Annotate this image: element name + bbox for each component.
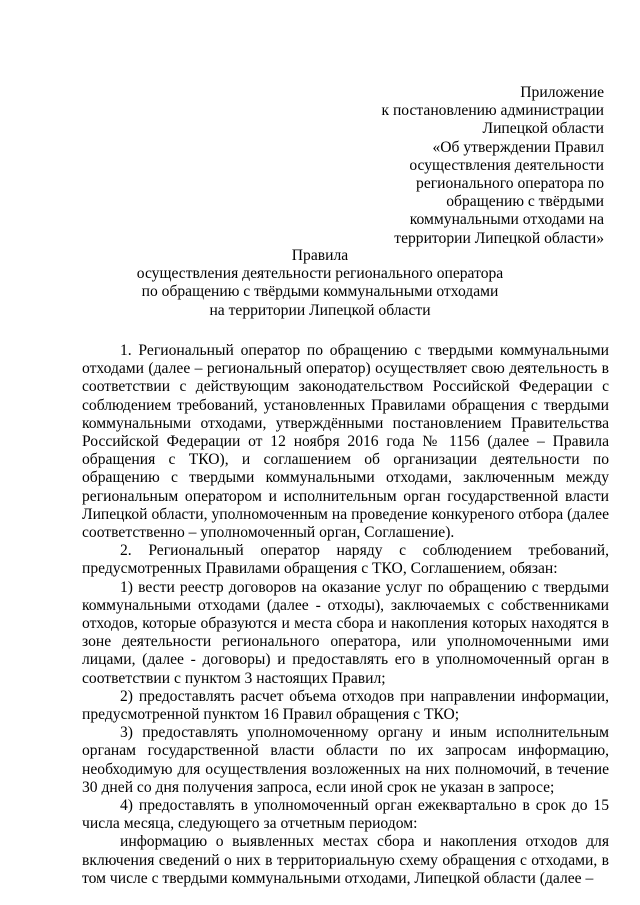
appendix-line: Приложение <box>520 84 604 101</box>
subitem-2: 2) предоставлять расчет объема отходов при направлении информации, предусмотренной пунктом 16 Правил обращения с ТКО; <box>82 687 609 724</box>
appendix-line: Липецкой области <box>482 120 604 138</box>
appendix-line: обращению с твёрдыми <box>446 193 604 211</box>
appendix-line: осуществления деятельности <box>409 156 604 174</box>
appendix-line: к постановлению администрации <box>381 102 604 120</box>
document-body <box>82 342 609 888</box>
title-line: на территории Липецкой области <box>209 301 431 319</box>
appendix-line: территории Липецкой области» <box>394 229 604 247</box>
subitem-4-detail: информацию о выявленных местах сбора и накопления отходов для включения сведений о них в территориальную схему обращения с отходами, в том числе с твердыми коммунальными отходами, Липецкой области (далее – <box>82 833 609 887</box>
paragraph-item-2: 2. Региональный оператор наряду с соблюдением требований, предусмотренных Правилами обращения с ТКО, Соглашением, обязан: <box>82 542 609 578</box>
document-title <box>0 247 640 320</box>
subitem-3: 3) предоставлять уполномоченному органу и иным исполнительным органам государственной власти области по их запросам информацию, необходимую для осуществления возложенных на них полномочий, в течение 30 дней со дня получения запроса, если иной срок не указан в запросе; <box>82 724 609 796</box>
appendix-line: «Об утверждении Правил <box>432 138 604 156</box>
title-line: осуществления деятельности регионального оператора <box>136 265 504 283</box>
appendix-line: регионального оператора по <box>416 175 604 193</box>
subitem-4: 4) предоставлять в уполномоченный орган ежеквартально в срок до 15 числа месяца, следующего за отчетным периодом: <box>82 797 609 833</box>
appendix-block <box>344 84 604 248</box>
appendix-line: коммунальными отходами на <box>409 211 604 229</box>
subitem-1: 1) вести реестр договоров на оказание услуг по обращению с твердыми коммунальными отходами (далее - отходы), заключаемых с собственниками отходов, которые образуются и места сбора и накопления которых находятся в зоне деятельности регионального оператора, или уполномоченными ими лицами, (далее - договоры) и предоставлять его в уполномоченный орган в соответствии с пунктом 3 настоящих Правил; <box>82 578 609 687</box>
title-line: Правила <box>291 247 349 264</box>
paragraph-item-1: 1. Региональный оператор по обращению с твердыми коммунальными отходами (далее – региональный оператор) осуществляет свою деятельность в соответствии с действующим законодательством Российской Федерации с соблюдением требований, установленных Правилами обращения с твердыми коммунальными отходами, утверждёнными постановлением Правительства Российской Федерации от 12 ноября 2016 года № 1156 (далее – Правила обращения с ТКО), и соглашением об организации деятельности по обращению с твердыми коммунальными отходами, заключенным между региональным оператором и исполнительным орган государственной власти Липецкой области, уполномоченным на проведение конкуреного отбора (далее соответственно – уполномоченный орган, Соглашение). <box>82 342 609 542</box>
title-line: по обращению с твёрдыми коммунальными отходами <box>141 283 499 301</box>
